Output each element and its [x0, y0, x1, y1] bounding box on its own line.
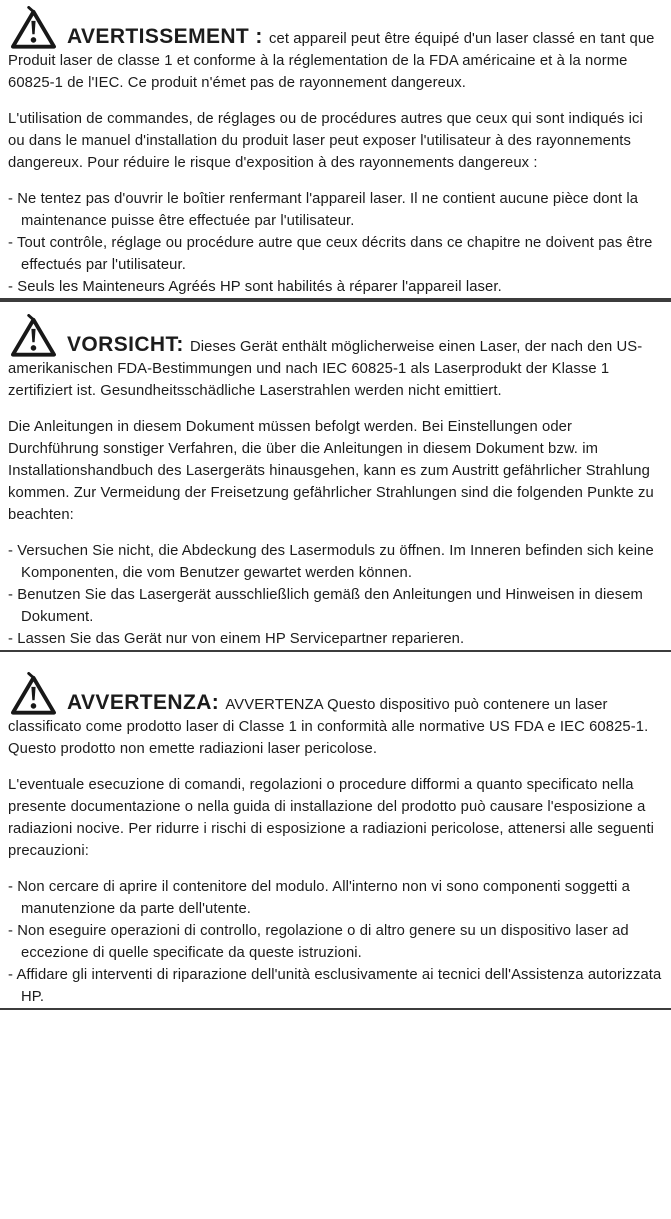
warning-triangle-icon — [8, 314, 58, 358]
warning-section-italian — [0, 672, 671, 1008]
bullet-item: - Non eseguire operazioni di controllo, regolazione o di altro genere su un dispositivo laser ad eccezione di quelle specificate da queste istruzioni. — [8, 920, 662, 964]
warning-bullet-list-italian — [8, 876, 662, 1008]
warning-section-german — [0, 314, 671, 650]
bullet-item: - Seuls les Mainteneurs Agréés HP sont habilités à réparer l'appareil laser. — [8, 276, 662, 298]
bullet-item: - Affidare gli interventi di riparazione dell'unità esclusivamente ai tecnici dell'Assistenza autorizzata HP. — [8, 964, 662, 1008]
bullet-item: - Non cercare di aprire il contenitore del modulo. All'interno non vi sono componenti soggetti a manutenzione da parte dell'utente. — [8, 876, 662, 920]
warning-section-french — [0, 6, 671, 298]
warning-intro-text-italian: AVVERTENZA Questo dispositivo può contenere un laser classificato come prodotto laser di Classe 1 in conformità alle normative US FDA e IEC 60825-1. Questo prodotto non emette radiazioni laser pericolose. — [8, 697, 649, 757]
warning-intro-german — [8, 314, 662, 402]
warning-triangle-icon — [8, 672, 58, 716]
bullet-item: - Versuchen Sie nicht, die Abdeckung des Lasermoduls zu öffnen. Im Inneren befinden sich keine Komponenten, die vom Benutzer gewartet werden können. — [8, 540, 662, 584]
bullet-item: - Benutzen Sie das Lasergerät ausschließlich gemäß den Anleitungen und Hinweisen in diesem Dokument. — [8, 584, 662, 628]
warning-paragraph-french: L'utilisation de commandes, de réglages ou de procédures autres que ceux qui sont indiqués ici ou dans le manuel d'installation du produit laser peut exposer l'utilisateur à des rayonnements dangereux. Pour réduire le risque d'exposition à des rayonnements dangereux : — [8, 111, 643, 171]
bullet-item: - Ne tentez pas d'ouvrir le boîtier renfermant l'appareil laser. Il ne contient aucune pièce dont la maintenance puisse être effectuée par l'utilisateur. — [8, 188, 662, 232]
bullet-item: - Lassen Sie das Gerät nur von einem HP Servicepartner reparieren. — [8, 628, 662, 650]
warning-intro-text-french: cet appareil peut être équipé d'un laser classé en tant que Produit laser de classe 1 et conforme à la réglementation de la FDA américaine et à la norme 60825-1 de l'IEC. Ce produit n'émet pas de rayonnement dangereux. — [8, 31, 655, 91]
warning-term-french: AVERTISSEMENT : — [67, 25, 263, 48]
warning-intro-italian — [8, 672, 662, 760]
warning-bullet-list-french — [8, 188, 662, 298]
section-divider — [0, 1008, 671, 1010]
warning-paragraph-german: Die Anleitungen in diesem Dokument müssen befolgt werden. Bei Einstellungen oder Durchführung sonstiger Verfahren, die über die Anleitungen in diesem Dokument bzw. im Installationshandbuch des Lasergeräts hinausgehen, kann es zum Austritt gefährlicher Strahlung kommen. Zur Vermeidung der Freisetzung gefährlicher Strahlungen sind die folgenden Punkte zu beachten: — [8, 419, 654, 523]
section-divider — [0, 300, 671, 302]
bullet-item: - Tout contrôle, réglage ou procédure autre que ceux décrits dans ce chapitre ne doivent pas être effectués par l'utilisateur. — [8, 232, 662, 276]
warning-term-italian: AVVERTENZA: — [67, 691, 220, 714]
warning-triangle-icon — [8, 6, 58, 50]
warning-bullet-list-german — [8, 540, 662, 650]
warning-term-german: VORSICHT: — [67, 333, 184, 356]
warning-intro-text-german: Dieses Gerät enthält möglicherweise einen Laser, der nach den US-amerikanischen FDA-Bestimmungen und nach IEC 60825-1 als Laserprodukt der Klasse 1 zertifiziert ist. Gesundheitsschädliche Laserstrahlen werden nicht emittiert. — [8, 339, 643, 399]
warning-paragraph-italian: L'eventuale esecuzione di comandi, regolazioni o procedure difformi a quanto specificato nella presente documentazione o nella guida di installazione del prodotto può causare l'esposizione a radiazioni nocive. Per ridurre i rischi di esposizione a radiazioni pericolose, attenersi alle seguenti precauzioni: — [8, 777, 655, 859]
section-divider — [0, 650, 671, 652]
warning-intro-french — [8, 6, 662, 94]
